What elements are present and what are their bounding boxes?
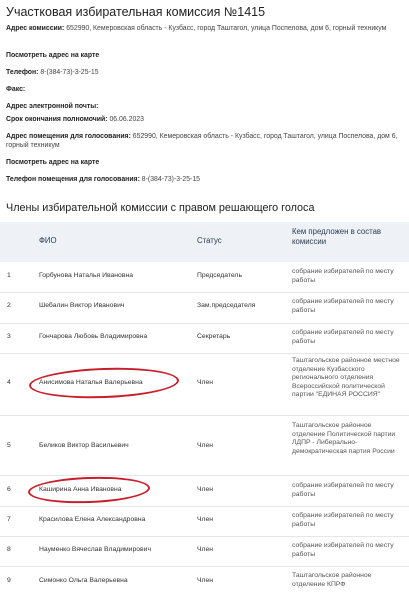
table-row <box>0 566 409 599</box>
member-proposed-by: собрание избирателей по месту работы <box>292 542 394 558</box>
member-status: Член <box>197 379 214 386</box>
member-name: Беликов Виктор Васильевич <box>39 442 129 449</box>
member-status: Член <box>197 546 214 553</box>
member-proposed-by: собрание избирателей по месту работы <box>292 268 394 284</box>
table-header <box>0 222 409 262</box>
table-row <box>0 506 409 537</box>
member-status: Зам.председателя <box>197 302 256 309</box>
member-proposed-by: собрание избирателей по месту работы <box>292 482 394 498</box>
table-row <box>0 262 409 293</box>
voting-phone-row <box>6 176 404 185</box>
member-name: Симонко Ольга Валерьевна <box>39 577 128 584</box>
member-proposed-by: собрание избирателей по месту работы <box>292 512 394 528</box>
voting-phone-value: 8-(384-73)-3-25-15 <box>141 176 201 183</box>
row-number: 6 <box>7 486 11 493</box>
members-section-title: Члены избирательной комиссии с правом решающего голоса <box>6 202 315 214</box>
column-fio: ФИО <box>39 236 57 245</box>
table-row <box>0 536 409 567</box>
row-number: 7 <box>7 516 11 523</box>
email-label: Адрес электронной почты: <box>6 103 99 110</box>
column-status: Статус <box>197 236 222 245</box>
voting-address <box>6 133 404 150</box>
member-proposed-by: собрание избирателей по месту работы <box>292 329 394 345</box>
member-status: Член <box>197 577 214 584</box>
member-name: Горбунова Наталья Ивановна <box>39 272 133 279</box>
voting-address-value: 652990, Кемеровская область - Кузбасс, город Таштагол, улица Поспелова, дом 6, горный техникум <box>6 133 398 149</box>
table-row <box>0 415 409 476</box>
phone-label: Телефон: <box>6 69 39 76</box>
member-status: Председатель <box>197 272 242 279</box>
row-number: 5 <box>7 442 11 449</box>
row-number: 3 <box>7 333 11 340</box>
fax-row <box>6 86 404 95</box>
voting-address-label: Адрес помещения для голосования: <box>6 133 131 140</box>
table-row <box>0 323 409 354</box>
row-number: 4 <box>7 379 11 386</box>
row-number: 8 <box>7 546 11 553</box>
member-status: Член <box>197 486 214 493</box>
row-number: 2 <box>7 302 11 309</box>
table-row <box>0 292 409 324</box>
member-proposed-by: Таштагольское районное отделение Политической партии ЛДПР - Либерально-демократическая партия России <box>292 422 396 455</box>
phone-row <box>6 69 404 78</box>
map-link[interactable]: Посмотреть адрес на карте <box>6 52 100 59</box>
member-proposed-by: Таштагольское районное местное отделение Кузбасского регионального отделения Всероссийской политической партии "ЕДИНАЯ РОССИЯ" <box>292 357 400 399</box>
member-status: Секретарь <box>197 333 231 340</box>
map-link[interactable]: Посмотреть адрес на карте <box>6 159 100 166</box>
phone-value: 8-(384-73)-3-25-15 <box>40 69 99 76</box>
page-title: Участковая избирательная комиссия №1415 <box>6 5 266 19</box>
member-name: Каширина Анна Ивановна <box>39 486 122 493</box>
member-status: Член <box>197 442 214 449</box>
address-label: Адрес комиссии: <box>6 25 65 32</box>
member-name: Красилова Елена Александровна <box>39 516 146 523</box>
member-name: Гончарова Любовь Владимировна <box>39 333 148 340</box>
map-link-row-1 <box>6 52 404 61</box>
row-number: 9 <box>7 577 11 584</box>
voting-phone-label: Телефон помещения для голосования: <box>6 176 140 183</box>
term-label: Срок окончания полномочий: <box>6 116 108 123</box>
column-proposed-by: Кем предложен в состав комиссии <box>292 227 382 246</box>
member-name: Анисимова Наталья Валерьевна <box>39 379 143 386</box>
member-name: Шебалин Виктор Иванович <box>39 302 125 309</box>
term-row <box>6 116 404 125</box>
member-status: Член <box>197 516 214 523</box>
member-proposed-by: собрание избирателей по месту работы <box>292 298 394 314</box>
map-link-row-2 <box>6 159 404 168</box>
member-name: Науменко Вячеслав Владимирович <box>39 546 151 553</box>
commission-address <box>6 25 404 34</box>
row-number: 1 <box>7 272 11 279</box>
term-value: 06.06.2023 <box>109 116 144 123</box>
fax-label: Факс: <box>6 86 26 93</box>
address-value: 652990, Кемеровская область - Кузбасс, город Таштагол, улица Поспелова, дом 6, горный техникум <box>66 25 387 32</box>
member-proposed-by: Таштагольское районное отделение КПРФ <box>292 572 372 588</box>
email-row <box>6 103 404 112</box>
